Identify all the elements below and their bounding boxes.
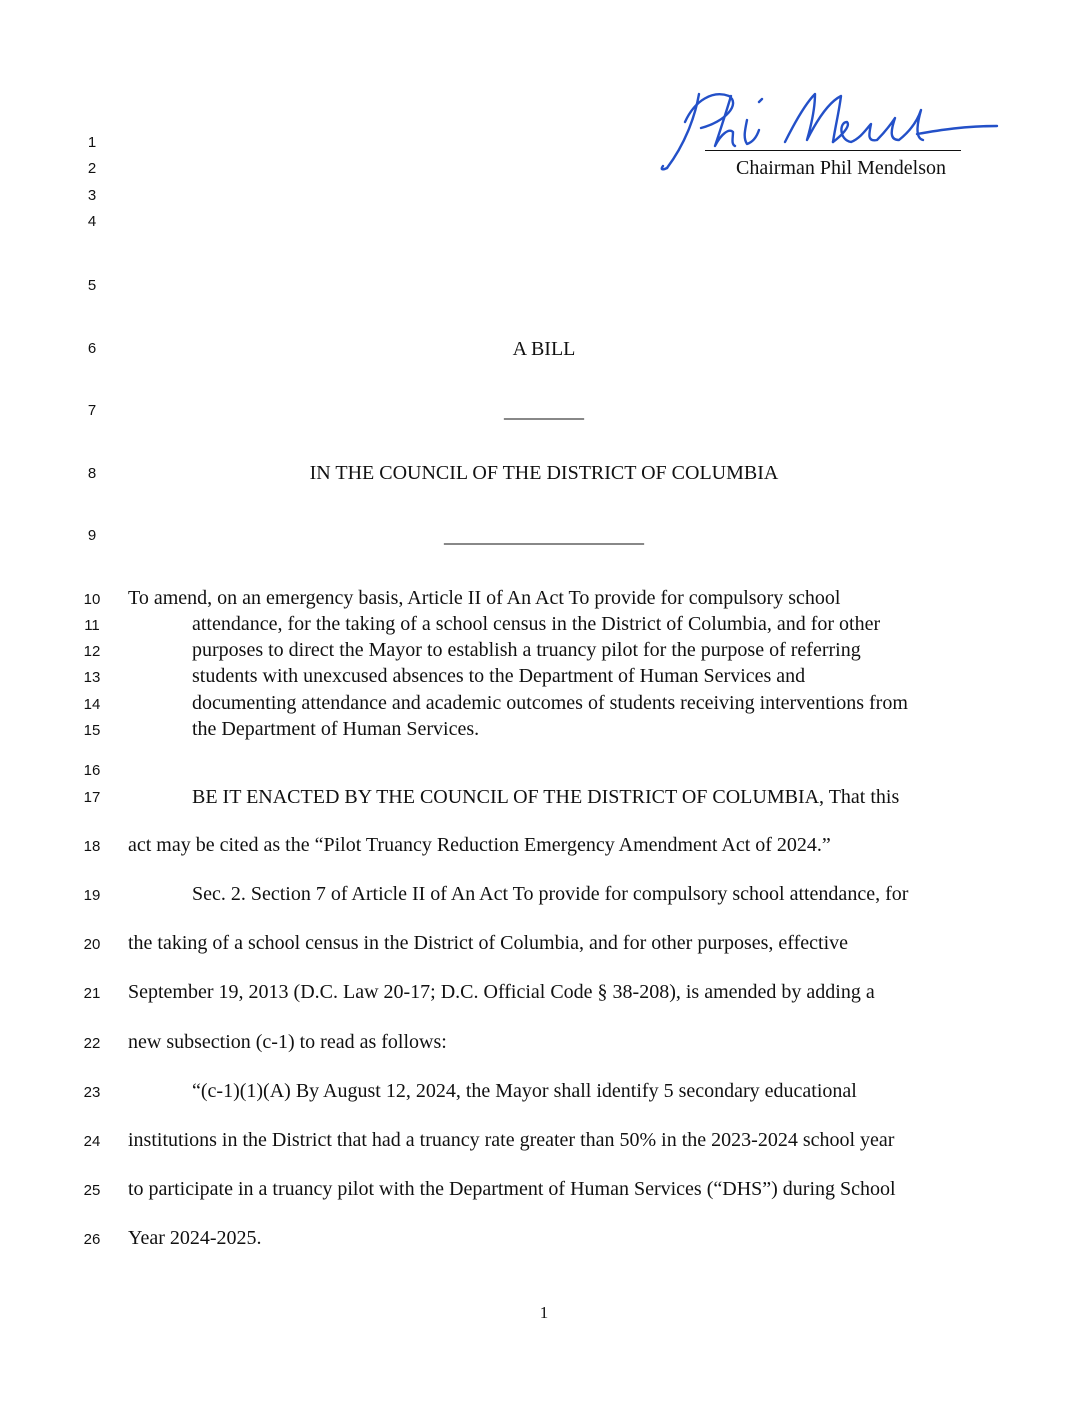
purpose-line: documenting attendance and academic outcomes of students receiving interventions from — [192, 692, 908, 714]
line-number: 23 — [83, 1084, 101, 1101]
page-number: 1 — [539, 1303, 549, 1322]
bill-number-blank: ________ — [504, 400, 584, 422]
line-number: 1 — [87, 134, 97, 151]
line-number: 15 — [83, 722, 101, 739]
body-line: to participate in a truancy pilot with the Department of Human Services (“DHS”) during School — [128, 1178, 896, 1200]
line-number: 24 — [83, 1133, 101, 1150]
body-line: Year 2024-2025. — [128, 1227, 262, 1249]
body-line: act may be cited as the “Pilot Truancy Reduction Emergency Amendment Act of 2024.” — [128, 834, 831, 856]
line-number: 9 — [87, 527, 97, 544]
line-number: 17 — [83, 789, 101, 806]
body-line: September 19, 2013 (D.C. Law 20-17; D.C. Official Code § 38-208), is amended by adding a — [128, 981, 875, 1003]
line-number: 26 — [83, 1231, 101, 1248]
line-number: 20 — [83, 936, 101, 953]
body-line: new subsection (c-1) to read as follows: — [128, 1031, 447, 1053]
purpose-line: students with unexcused absences to the Department of Human Services and — [192, 665, 806, 687]
council-heading: IN THE COUNCIL OF THE DISTRICT OF COLUMBIA — [309, 462, 779, 484]
line-number: 5 — [87, 277, 97, 294]
line-number: 6 — [87, 340, 97, 357]
body-line: “(c-1)(1)(A) By August 12, 2024, the Mayor shall identify 5 secondary educational — [192, 1080, 857, 1102]
line-number: 13 — [83, 669, 101, 686]
body-line: institutions in the District that had a truancy rate greater than 50% in the 2023-2024 school year — [128, 1129, 895, 1151]
line-number: 22 — [83, 1035, 101, 1052]
line-number: 21 — [83, 985, 101, 1002]
line-number: 4 — [87, 213, 97, 230]
line-number: 18 — [83, 838, 101, 855]
purpose-line: attendance, for the taking of a school census in the District of Columbia, and for other — [192, 613, 881, 635]
line-number: 12 — [83, 643, 101, 660]
date-blank: ____________________ — [444, 525, 644, 547]
body-line: the taking of a school census in the District of Columbia, and for other purposes, effective — [128, 932, 848, 954]
body-line: BE IT ENACTED BY THE COUNCIL OF THE DISTRICT OF COLUMBIA, That this — [192, 786, 900, 808]
purpose-line: To amend, on an emergency basis, Article II of An Act To provide for compulsory school — [128, 587, 841, 609]
bill-title: A BILL — [512, 338, 576, 360]
line-number: 3 — [87, 187, 97, 204]
body-line: Sec. 2. Section 7 of Article II of An Act To provide for compulsory school attendance, for — [192, 883, 909, 905]
line-number: 10 — [83, 591, 101, 608]
purpose-line: purposes to direct the Mayor to establish a truancy pilot for the purpose of referring — [192, 639, 861, 661]
purpose-line: the Department of Human Services. — [192, 718, 480, 740]
line-number: 11 — [84, 617, 100, 634]
signer-name: Chairman Phil Mendelson — [736, 157, 946, 179]
line-number: 14 — [83, 696, 101, 713]
line-number: 16 — [83, 762, 101, 779]
line-number: 2 — [87, 160, 97, 177]
line-number: 7 — [87, 402, 97, 419]
line-number: 19 — [83, 887, 101, 904]
signature-line — [705, 150, 961, 151]
line-number: 8 — [87, 465, 97, 482]
line-number: 25 — [83, 1182, 101, 1199]
